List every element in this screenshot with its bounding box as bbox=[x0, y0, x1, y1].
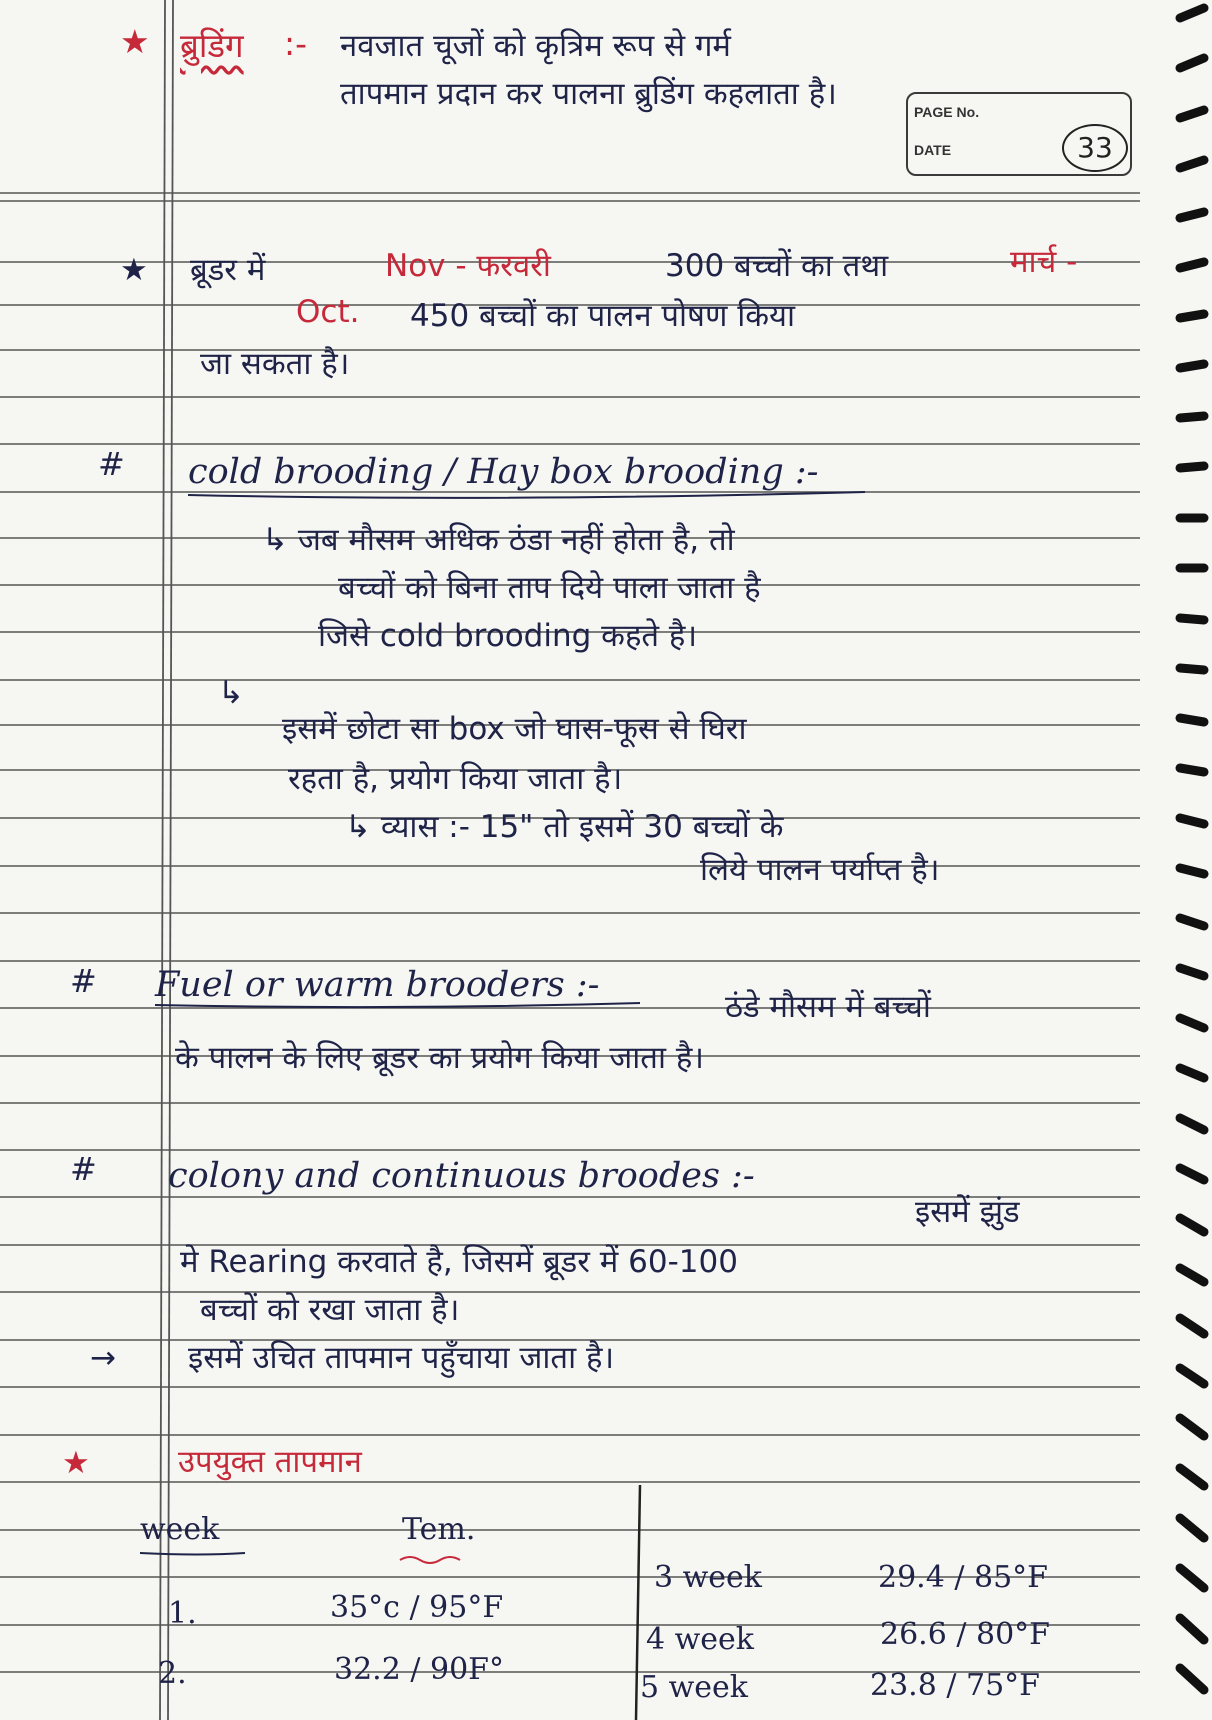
section3-tail: इसमें झुंड bbox=[915, 1194, 1020, 1230]
temp-cell: 26.6 / 80°F bbox=[880, 1617, 1050, 1652]
temps-title: उपयुक्त तापमान bbox=[178, 1444, 362, 1480]
section3-l3: इसमें उचित तापमान पहुँचाया जाता है। bbox=[188, 1340, 615, 1376]
section2-l1: ठंडे मौसम में बच्चों bbox=[725, 989, 931, 1025]
week-cell: 1. bbox=[168, 1596, 197, 1631]
brooder-months-b2: Oct. bbox=[296, 294, 360, 330]
star-mark: ★ bbox=[120, 252, 148, 288]
section1-p2-arrow: ↳ bbox=[218, 675, 244, 711]
section1-p1-l1: ↳ जब मौसम अधिक ठंडा नहीं होता है, तो bbox=[262, 522, 735, 558]
brooder-months-b: मार्च - bbox=[1010, 244, 1078, 280]
section1-p1-l3: जिसे cold brooding कहते है। bbox=[318, 618, 698, 654]
temp-cell: 32.2 / 90F° bbox=[334, 1652, 504, 1687]
brooder-text-b: 300 बच्चों का तथा bbox=[665, 248, 889, 284]
section1-heading: cold brooding / Hay box brooding :- bbox=[188, 452, 819, 492]
page-number: 33 bbox=[1062, 124, 1128, 172]
week-cell: 4 week bbox=[646, 1622, 754, 1657]
hash-mark: # bbox=[70, 1150, 97, 1188]
section3-l1: मे Rearing करवाते है, जिसमें ब्रूडर में 60-100 bbox=[180, 1244, 738, 1280]
col-week-header: week bbox=[140, 1512, 220, 1547]
star-mark: ★ bbox=[62, 1445, 90, 1481]
page-no-label: PAGE No. bbox=[914, 104, 980, 120]
section1-p2-l1: इसमें छोटा सा box जो घास-फूस से घिरा bbox=[282, 711, 747, 747]
week-cell: 5 week bbox=[640, 1670, 748, 1705]
section3-heading: colony and continuous broodes :- bbox=[168, 1156, 755, 1196]
section3-l2: बच्चों को रखा जाता है। bbox=[200, 1292, 460, 1328]
definition-line-1: नवजात चूजों को कृत्रिम रूप से गर्म bbox=[340, 28, 731, 64]
page-heading: ब्रुडिंग bbox=[180, 26, 244, 65]
week-cell: 3 week bbox=[654, 1560, 762, 1595]
section2-heading: Fuel or warm brooders :- bbox=[155, 965, 600, 1005]
temp-cell: 35°c / 95°F bbox=[330, 1590, 504, 1625]
section1-p2-l2: रहता है, प्रयोग किया जाता है। bbox=[288, 761, 623, 797]
hash-mark: # bbox=[98, 445, 125, 483]
section2-l2: के पालन के लिए ब्रूडर का प्रयोग किया जाता है। bbox=[175, 1040, 705, 1076]
week-cell: 2. bbox=[158, 1656, 187, 1691]
star-mark: ★ bbox=[120, 22, 150, 61]
heading-colon: :- bbox=[284, 24, 308, 63]
brooder-text-d: जा सकता है। bbox=[200, 346, 350, 382]
section1-p1-l2: बच्चों को बिना ताप दिये पाला जाता है bbox=[338, 570, 761, 606]
section3-arrow: → bbox=[90, 1340, 116, 1376]
definition-line-2: तापमान प्रदान कर पालना ब्रुडिंग कहलाता है। bbox=[340, 76, 837, 112]
brooder-months-a: Nov - फरवरी bbox=[385, 248, 551, 284]
hash-mark: # bbox=[70, 962, 97, 1000]
brooder-text-a: ब्रूडर में bbox=[190, 252, 266, 288]
temp-cell: 23.8 / 75°F bbox=[870, 1668, 1040, 1703]
col-temp-header: Tem. bbox=[402, 1512, 476, 1547]
temp-cell: 29.4 / 85°F bbox=[878, 1560, 1048, 1595]
section1-p3-l2: लिये पालन पर्याप्त है। bbox=[700, 852, 940, 888]
date-label: DATE bbox=[914, 142, 952, 158]
brooder-text-c: 450 बच्चों का पालन पोषण किया bbox=[410, 298, 796, 334]
section1-p3-l1: ↳ व्यास :- 15" तो इसमें 30 बच्चों के bbox=[345, 809, 784, 845]
